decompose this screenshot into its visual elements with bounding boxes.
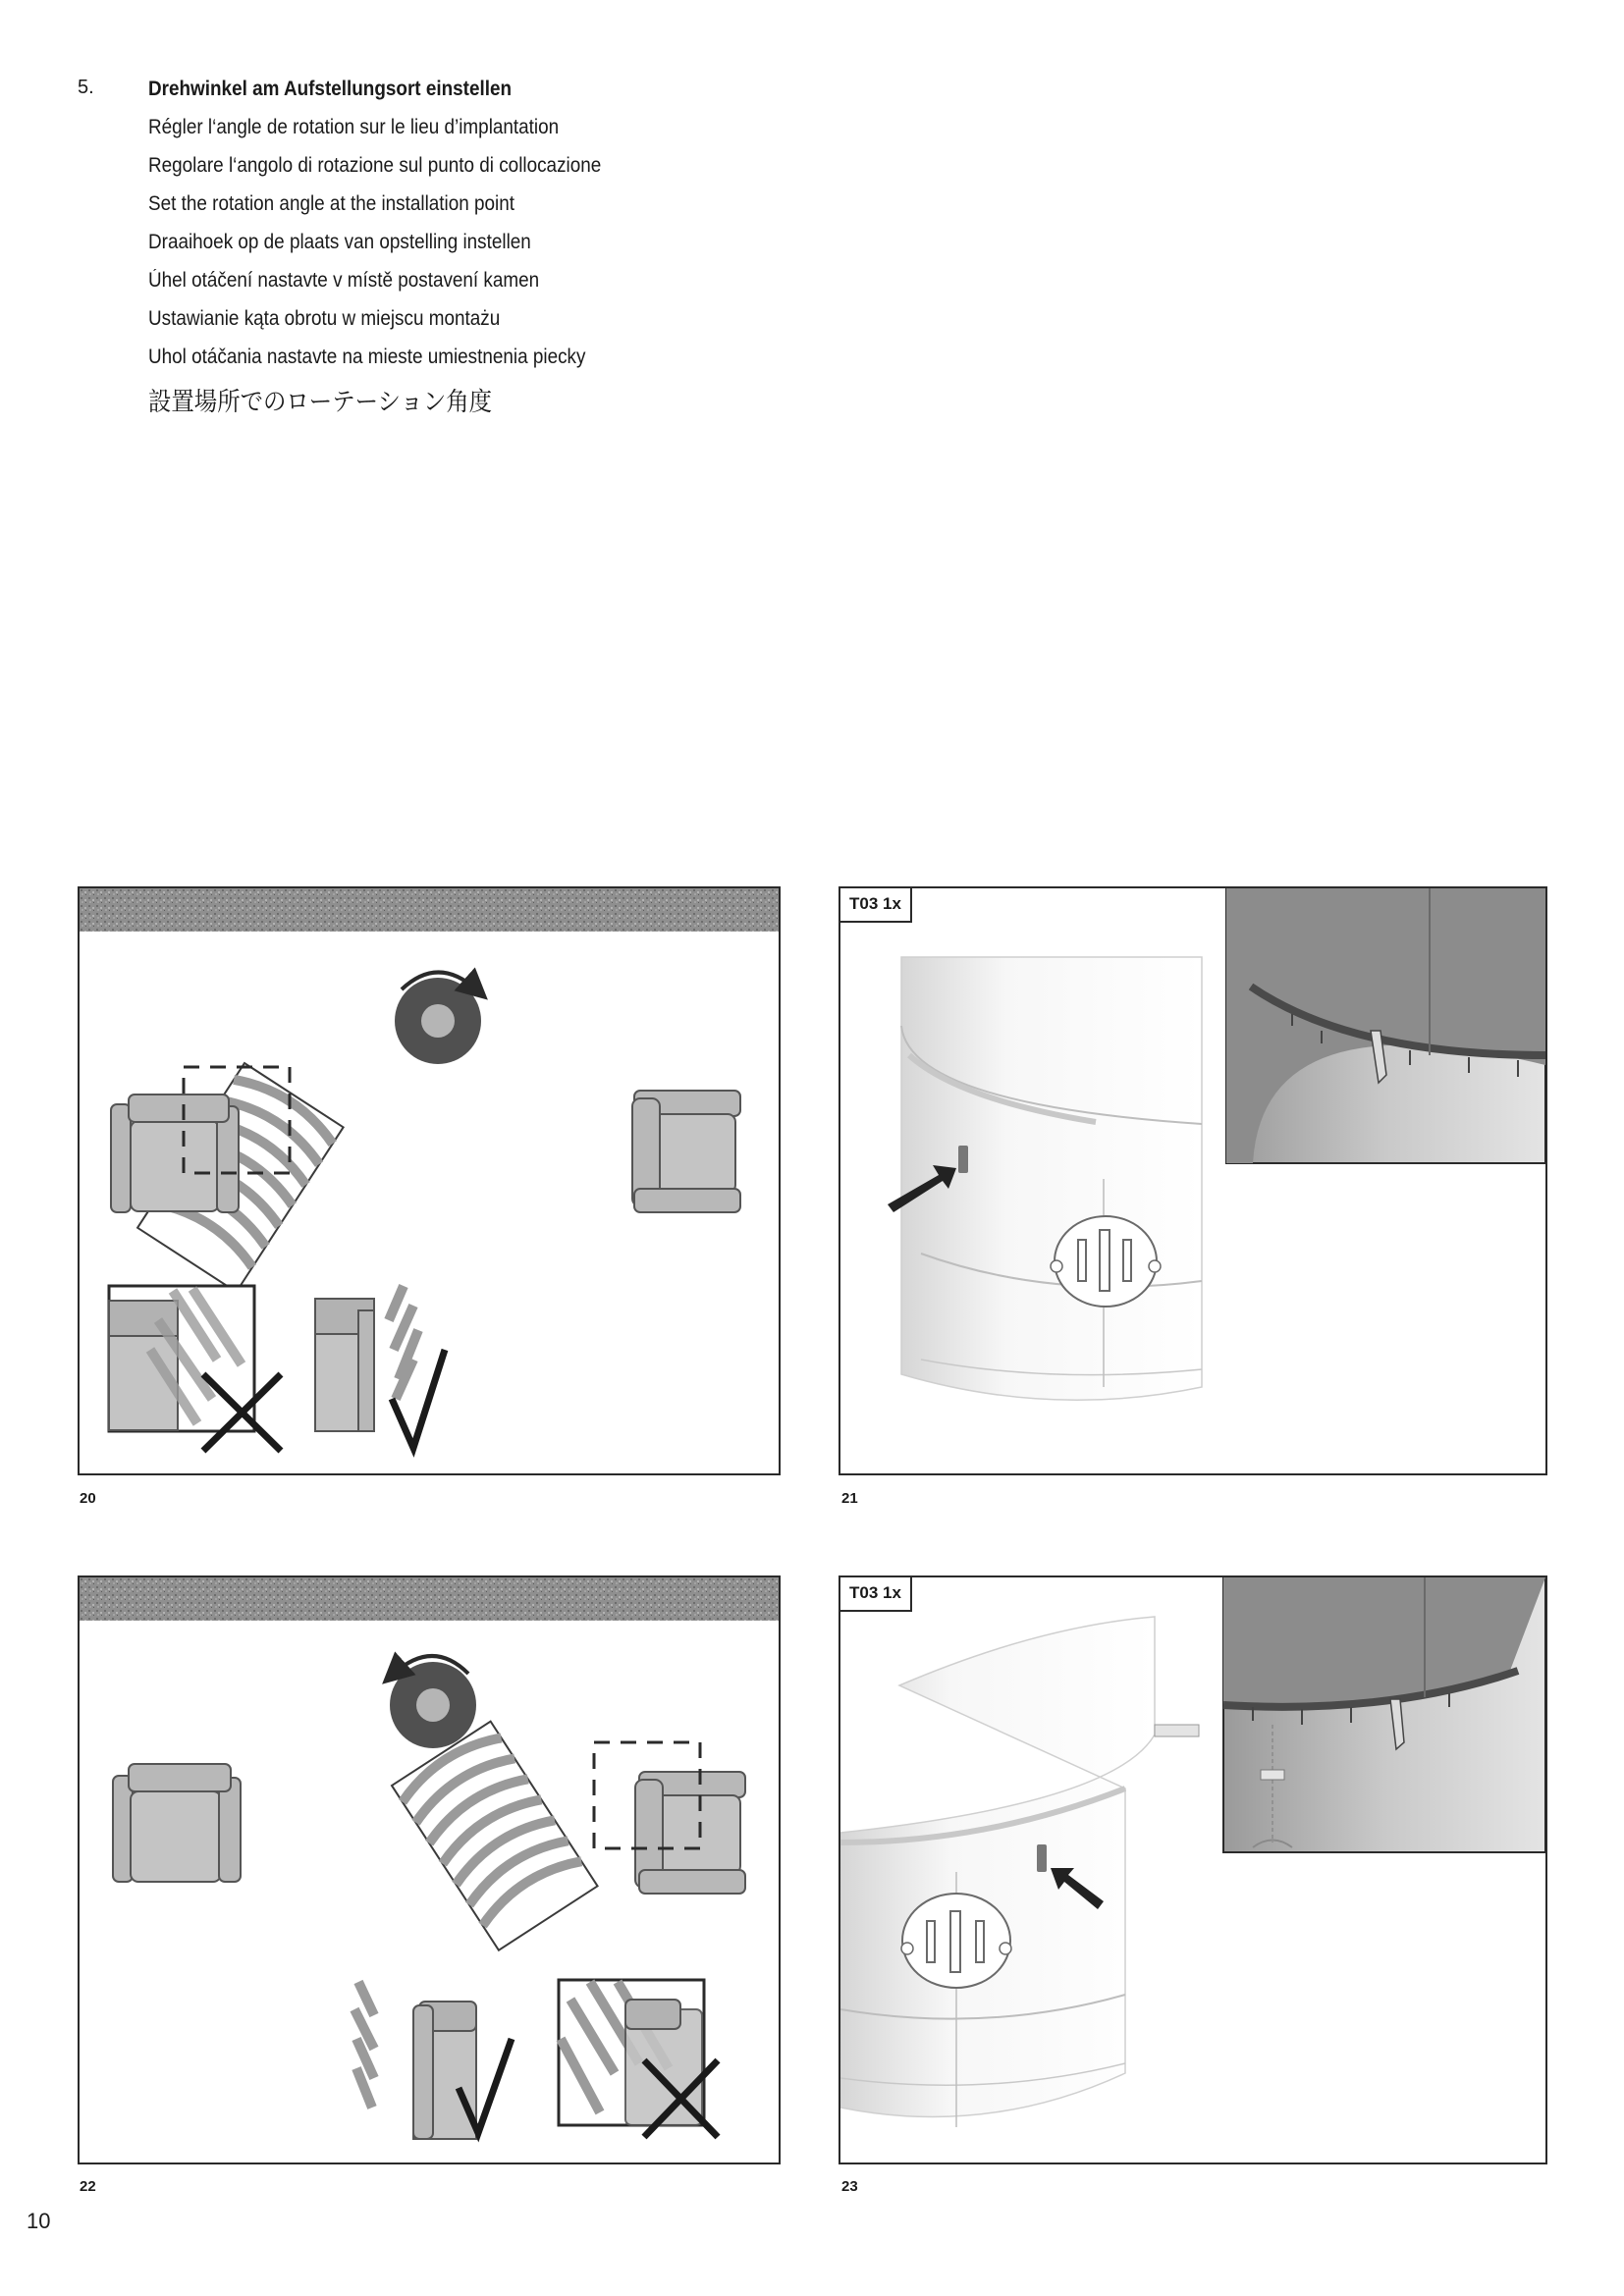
stove-footprint bbox=[392, 1722, 598, 1950]
armchair-right bbox=[635, 1772, 745, 1894]
step-title-de: Drehwinkel am Aufstellungsort einstellen bbox=[148, 78, 513, 100]
step-title-fr: Régler l‘angle de rotation sur le lieu d’implantation bbox=[148, 116, 560, 138]
detail-inset bbox=[1223, 1577, 1545, 1852]
incorrect-placement-example bbox=[109, 1286, 254, 1431]
wall-strip bbox=[80, 1577, 779, 1621]
figure-22-rotation-diagram bbox=[78, 1575, 781, 2164]
detail-inset bbox=[1226, 888, 1545, 1163]
step-title-sk: Uhol otáčania nastavte na mieste umiestnenia piecky bbox=[148, 346, 586, 368]
figure-23-caption: 23 bbox=[841, 2178, 858, 2195]
figure-23-stove-adjustment bbox=[839, 1575, 1547, 2164]
figure-21-stove-adjustment bbox=[839, 886, 1547, 1475]
armchair-left bbox=[111, 1095, 239, 1212]
armchair-left bbox=[113, 1764, 241, 1882]
rotation-dial-icon bbox=[390, 1656, 476, 1748]
page-number: 10 bbox=[27, 2209, 51, 2233]
step-title-pl: Ustawianie kąta obrotu w miejscu montażu bbox=[148, 307, 501, 330]
tool-label: T03 1x bbox=[840, 1577, 912, 1612]
correct-placement-example bbox=[354, 1982, 476, 2139]
vent-grille-icon bbox=[901, 1894, 1011, 1988]
figure-20-caption: 20 bbox=[80, 1490, 96, 1507]
step-title-nl: Draaihoek op de plaats van opstelling instellen bbox=[148, 231, 531, 253]
step-title-en: Set the rotation angle at the installation point bbox=[148, 192, 515, 215]
step-number: 5. bbox=[78, 77, 94, 98]
figure-22-caption: 22 bbox=[80, 2178, 96, 2195]
figure-20-rotation-diagram bbox=[78, 886, 781, 1475]
step-title-it: Regolare l‘angolo di rotazione sul punto di collocazione bbox=[148, 154, 602, 177]
correct-placement-example bbox=[315, 1286, 418, 1431]
bracket-tab bbox=[958, 1146, 968, 1173]
tool-label: T03 1x bbox=[840, 888, 912, 923]
step-title-cs: Úhel otáčení nastavte v místě postavení kamen bbox=[148, 269, 540, 292]
armchair-right bbox=[632, 1091, 740, 1212]
step-title-ja: 設置場所でのローテーション角度 bbox=[148, 387, 493, 416]
figure-21-caption: 21 bbox=[841, 1490, 858, 1507]
wall-strip bbox=[80, 888, 779, 932]
bracket-tab bbox=[1037, 1844, 1047, 1872]
stove-illustration bbox=[840, 1617, 1199, 2127]
step-title-translations bbox=[148, 77, 652, 427]
rotation-dial-icon bbox=[395, 973, 481, 1065]
